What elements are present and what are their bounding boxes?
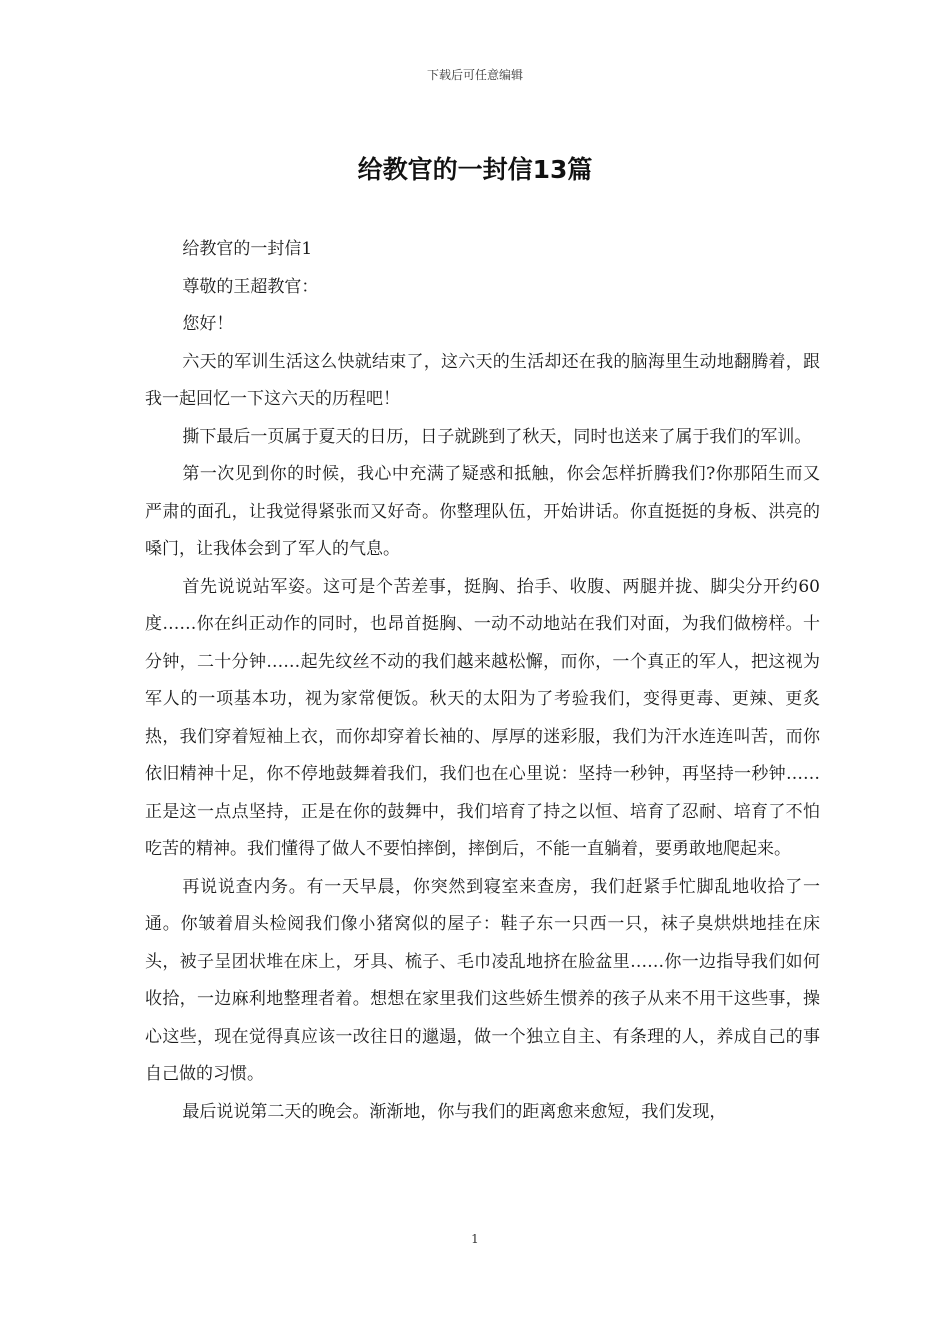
paragraph: 第一次见到你的时候，我心中充满了疑惑和抵触，你会怎样折腾我们?你那陌生而又严肃的面孔，让我觉得紧张而又好奇。你整理队伍，开始讲话。你直挺挺的身板、洪亮的嗓门，让我体会到了军人的气息。 [145, 464, 820, 559]
page-number: 1 [471, 1232, 479, 1246]
document-body [145, 231, 820, 1131]
paragraph-greeting: 您好！ [182, 314, 234, 334]
paragraph: 再说说查内务。有一天早晨，你突然到寝室来查房，我们赶紧手忙脚乱地收拾了一通。你皱着眉头检阅我们像小猪窝似的屋子：鞋子东一只西一只，袜子臭烘烘地挂在床头，被子呈团状堆在床上，牙具、梳子、毛巾凌乱地挤在脸盆里……你一边指导我们如何收拾，一边麻利地整理者着。想想在家里我们这些娇生惯养的孩子从来不用干这些事，操心这些，现在觉得真应该一改往日的邋遢，做一个独立自主、有条理的人，养成自己的事自己做的习惯。 [145, 876, 820, 1084]
paragraph: 最后说说第二天的晚会。渐渐地，你与我们的距离愈来愈短，我们发现， [182, 1101, 727, 1122]
page-header-note: 下载后可任意编辑 [426, 68, 523, 82]
paragraph-letter-heading: 给教官的一封信1 [182, 239, 313, 259]
paragraph: 撕下最后一页属于夏天的日历，日子就跳到了秋天，同时也送来了属于我们的军训。 [182, 426, 812, 447]
paragraph: 六天的军训生活这么快就结束了，这六天的生活却还在我的脑海里生动地翻腾着，跟我一起回忆一下这六天的历程吧！ [145, 351, 820, 409]
paragraph-salutation: 尊敬的王超教官： [182, 276, 319, 297]
document-title: 给教官的一封信13篇 [357, 155, 593, 184]
paragraph: 首先说说站军姿。这可是个苦差事，挺胸、抬手、收腹、两腿并拢、脚尖分开约60度……你在纠正动作的同时，也昂首挺胸、一动不动地站在我们对面，为我们做榜样。十分钟，二十分钟……起先纹丝不动的我们越来越松懈，而你，一个真正的军人，把这视为军人的一项基本功，视为家常便饭。秋天的太阳为了考验我们，变得更毒、更辣、更炙热，我们穿着短袖上衣，而你却穿着长袖的、厚厚的迷彩服，我们为汗水连连叫苦，而你依旧精神十足，你不停地鼓舞着我们，我们也在心里说：坚持一秒钟，再坚持一秒钟……正是这一点点坚持，正是在你的鼓舞中，我们培育了持之以恒、培育了忍耐、培育了不怕吃苦的精神。我们懂得了做人不要怕摔倒，摔倒后，不能一直躺着，要勇敢地爬起来。 [145, 576, 820, 859]
